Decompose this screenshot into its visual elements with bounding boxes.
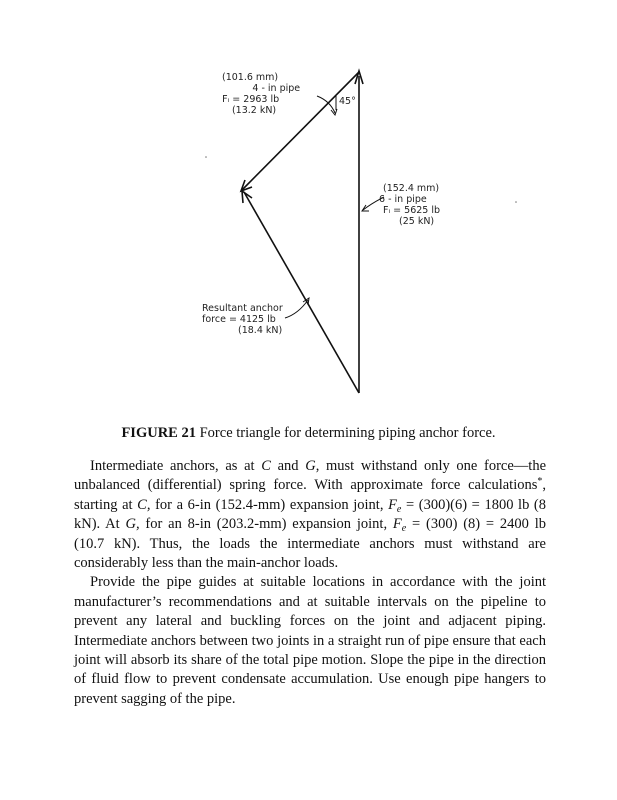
pipe4-size: 4 - in pipe xyxy=(252,83,301,94)
paragraph-2: Provide the pipe guides at suitable locations in accordance with the joint manufacturer’s recommendations and at suitable intervals on the pipeline to prevent any lateral and buckling forces on the joint and adjacent piping. Intermediate anchors between two joints in a straight run of pipe ensure that each joint will absorb its share of the total pipe motion. Slope the pipe in the direction of fluid flow to prevent condensate accumulation. Use enough pipe hangers to prevent sagging of the pipe. xyxy=(74,574,546,707)
footnote-marker: * xyxy=(537,476,543,488)
resultant-line3: (18.4 kN) xyxy=(238,325,283,336)
resultant-label xyxy=(202,303,283,336)
figure-caption-text: Force triangle for determining piping anchor force. xyxy=(195,425,496,441)
resultant-line1: Resultant anchor xyxy=(202,303,283,314)
pipe6-label xyxy=(379,183,440,227)
angle-label: 45° xyxy=(339,96,356,107)
pipe6-force: Fᵢ = 5625 lb xyxy=(383,205,441,216)
resultant-line2: force = 4125 lb xyxy=(202,314,276,325)
resultant-force-vector xyxy=(244,192,359,393)
pipe4-force: Fᵢ = 2963 lb xyxy=(222,94,280,105)
pipe4-metric: (101.6 mm) xyxy=(222,72,279,83)
pipe4-label xyxy=(222,72,308,116)
resultant-leader xyxy=(285,300,308,318)
pipe6-size: 6 - in pipe xyxy=(379,194,427,205)
body-text xyxy=(74,457,546,709)
pipe4-force-kn: (13.2 kN) xyxy=(231,105,277,116)
pipe6-force-kn: (25 kN) xyxy=(399,216,435,227)
figure-caption xyxy=(0,425,617,442)
paragraph-1: Intermediate anchors, as at C and G, must withstand only one force—the unbalanced (differential) spring force. With approximate force calculations*, starting at C, for a 6-in (152.4-mm) expansion joint, $F_e = (300)(6) = 1800$ lb (8 kN). At G, for an 8-in (203.2-mm) expansion joint, $F_e = (300) (8) = 2400$ lb (10.7 kN). Thus, the loads the intermediate anchors must withstand are considerably less than the main-anchor loads. xyxy=(74,458,547,572)
pipe6-metric: (152.4 mm) xyxy=(383,183,440,194)
figure-caption-label: FIGURE 21 xyxy=(121,425,196,441)
